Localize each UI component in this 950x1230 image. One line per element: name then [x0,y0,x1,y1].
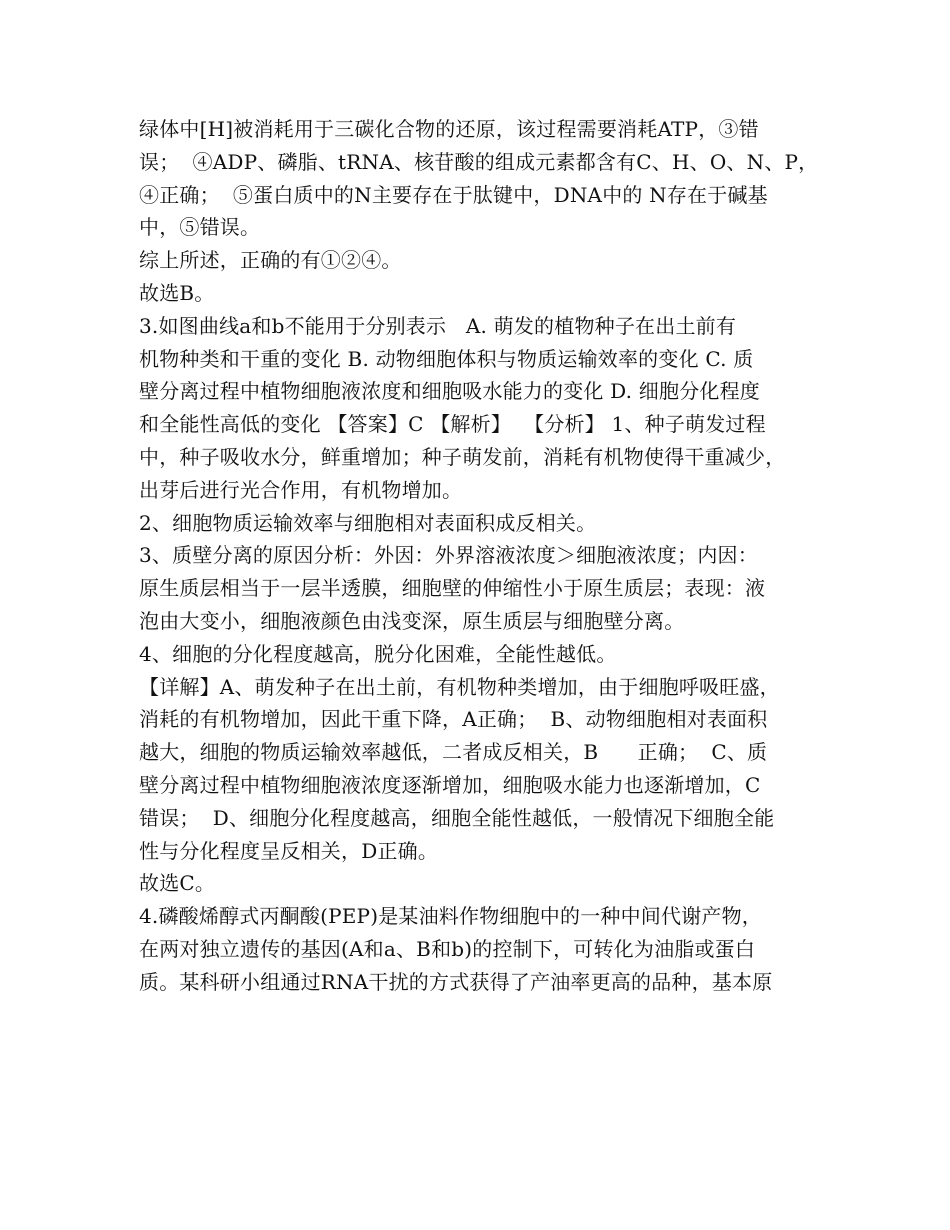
text-line: 绿体中[H]被消耗用于三碳化合物的还原，该过程需要消耗ATP，③错 [139,117,759,141]
text-line: 质。某科研小组通过RNA干扰的方式获得了产油率更高的品种，基本原 [139,969,773,994]
text-line: 机物种类和干重的变化 B. 动物细胞体积与物质运输效率的变化 C. 质 [139,346,754,371]
text-line: 越大，细胞的物质运输效率越低，二者成反相关，B 正确； C、质 [139,740,768,765]
text-line: 4、细胞的分化程度越高，脱分化困难，全能性越低。 [139,641,617,666]
text-line: 故选C。 [139,871,216,896]
question-4-line: 4.磷酸烯醇式丙酮酸(PEP)是某油料作物细胞中的一种中间代谢产物， [139,904,763,929]
text-line: 消耗的有机物增加，因此干重下降，A正确； B、动物细胞相对表面积 [139,707,768,732]
text-line: 综上所述，正确的有①②④。 [139,248,402,273]
text-line: 壁分离过程中植物细胞液浓度逐渐增加，细胞吸水能力也逐渐增加，C [139,772,761,797]
question-3-line: 3.如图曲线a和b不能用于分别表示 A. 萌发的植物种子在出土前有 [139,313,737,338]
text-line: 故选B。 [139,280,215,305]
text-line: 泡由大变小，细胞液颜色由浅变深，原生质层与细胞壁分离。 [139,608,685,633]
text-line: 和全能性高低的变化 【答案】C 【解析】 【分析】 1、种子萌发过程 [139,412,766,437]
text-line: 在两对独立遗传的基因(A和a、B和b)的控制下，可转化为油脂或蛋白 [139,936,756,961]
text-line: 出芽后进行光合作用，有机物增加。 [139,477,463,502]
text-line: 壁分离过程中植物细胞液浓度和细胞吸水能力的变化 D. 细胞分化程度 [139,379,760,404]
text-line: 中，种子吸收水分，鲜重增加；种子萌发前，消耗有机物使得干重减少， [139,444,786,469]
text-line: ④正确； ⑤蛋白质中的N主要存在于肽键中，DNA中的 N存在于碱基 [139,182,768,207]
text-line: 错误； D、细胞分化程度越高，细胞全能性越低，一般情况下细胞全能 [139,805,775,830]
text-line: 原生质层相当于一层半透膜，细胞壁的伸缩性小于原生质层；表现：液 [139,576,766,601]
text-line: 性与分化程度呈反相关，D正确。 [139,838,439,863]
document-body [139,113,829,999]
text-line: 误； ④ADP、磷脂、tRNA、核苷酸的组成元素都含有C、H、O、N、P， [139,149,819,174]
text-line: 【详解】A、萌发种子在出土前，有机物种类增加，由于细胞呼吸旺盛， [139,674,780,699]
text-line: 2、细胞物质运输效率与细胞相对表面积成反相关。 [139,510,597,535]
text-line: 3、质壁分离的原因分析：外因：外界溶液浓度＞细胞液浓度；内因： [139,543,758,568]
text-line: 中，⑤错误。 [139,215,261,240]
